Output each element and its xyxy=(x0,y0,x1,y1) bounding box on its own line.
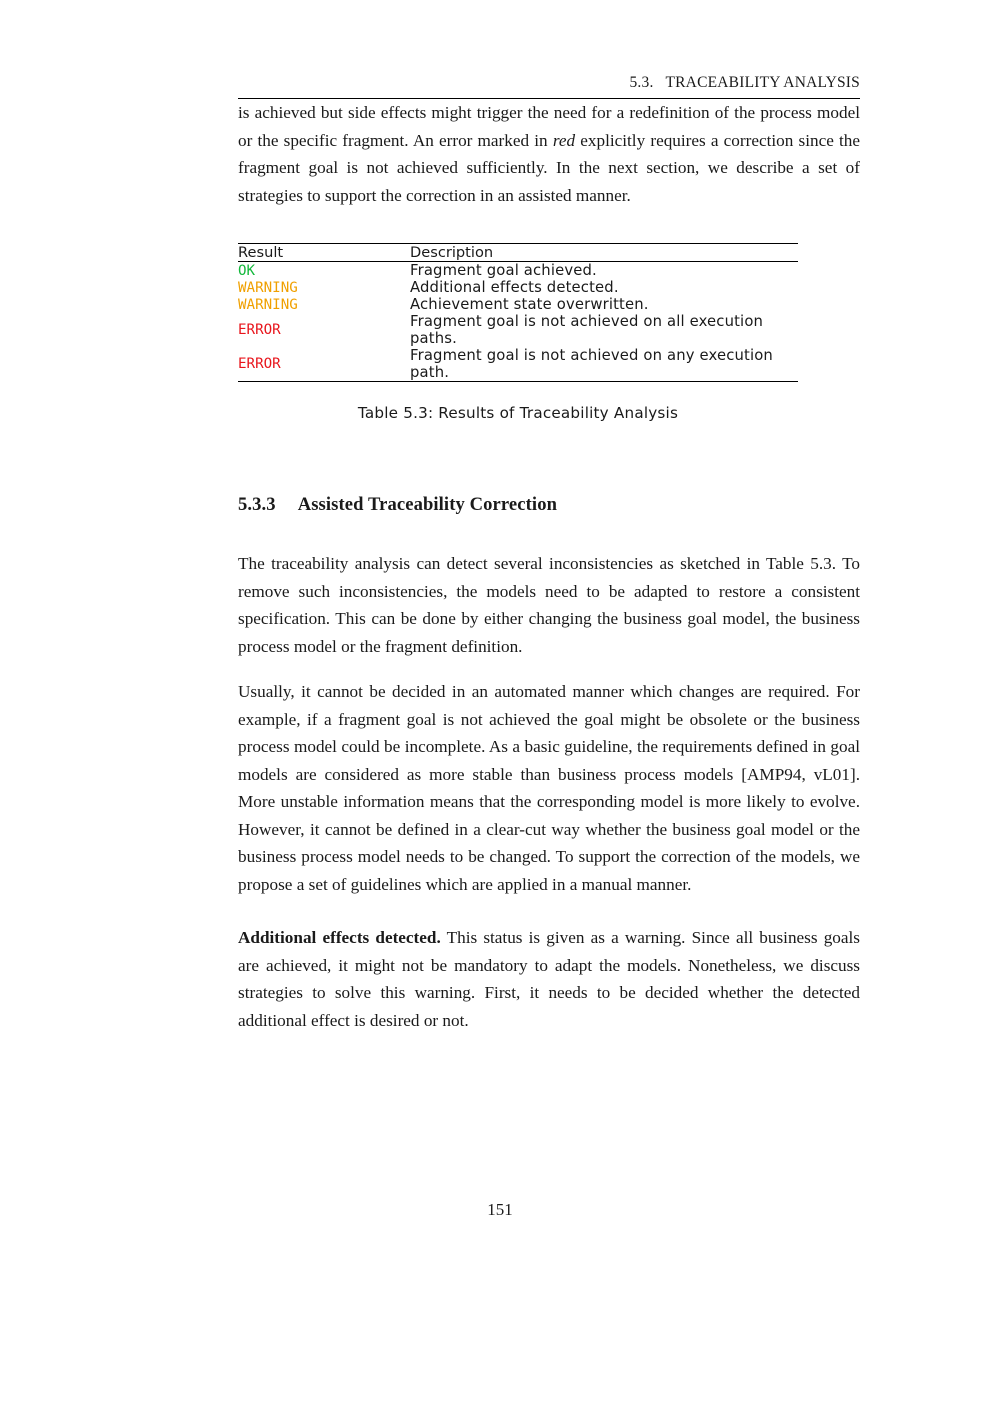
paragraph-3 xyxy=(238,924,860,1034)
column-header-result: Result xyxy=(238,244,410,262)
table-row xyxy=(238,296,798,313)
table-row xyxy=(238,262,798,280)
cell-result: ERROR xyxy=(238,347,410,382)
section-heading xyxy=(238,494,860,516)
paragraph-3-text: This status is given as a warning. Since all business goals are achieved, it might not be mandatory to adapt the models. Nonetheless, we discuss strategies to solve this warning. First, it needs to be decided whether the detected additional effect is desired or not. xyxy=(238,928,860,1030)
column-header-description: Description xyxy=(410,244,798,262)
cell-description: Additional effects detected. xyxy=(410,279,619,296)
results-table-block xyxy=(238,243,798,422)
paragraph-3-runin-heading: Additional effects detected. xyxy=(238,928,441,947)
page-content xyxy=(238,74,860,1034)
intro-italic-word: red xyxy=(552,130,576,150)
table-caption: Table 5.3: Results of Traceability Analysis xyxy=(357,404,679,422)
running-head: 5.3. TRACEABILITY ANALYSIS xyxy=(238,74,860,99)
results-table xyxy=(238,243,798,382)
cell-result: WARNING xyxy=(238,279,298,296)
table-row xyxy=(238,313,798,347)
table-row xyxy=(238,279,798,296)
cell-description: Achievement state overwritten. xyxy=(410,296,649,313)
section-title: Assisted Traceability Correction xyxy=(297,494,558,515)
cell-result: ERROR xyxy=(238,322,281,338)
cell-description: Fragment goal is not achieved on all execution paths. xyxy=(410,313,764,347)
intro-text-part2: explicitly requires a correction since the fragment goal is not achieved sufficiently. In the next section, we describe a set of strategies to support the correction in an assisted manner. xyxy=(238,130,860,205)
cell-description: Fragment goal is not achieved on any execution path. xyxy=(410,347,798,382)
paragraph-1: The traceability analysis can detect several inconsistencies as sketched in Table 5.3. To remove such inconsistencies, the models need to be adapted to restore a consistent specification. This can be done by either changing the business goal model, the business process model or the fragment definition. xyxy=(238,554,860,656)
paragraph-2: Usually, it cannot be decided in an automated manner which changes are required. For example, if a fragment goal is not achieved the goal might be obsolete or the business process model could be incomplete. As a basic guideline, the requirements defined in goal models are considered as more stable than business process models [AMP94, vL01]. More unstable information means that the corresponding model is more likely to evolve. However, it cannot be defined in a clear-cut way whether the business goal model or the business process model needs to be changed. To support the correction of the models, we propose a set of guidelines which are applied in a manual manner. xyxy=(238,682,860,894)
section-number: 5.3.3 xyxy=(238,494,276,515)
table-row xyxy=(238,347,798,382)
cell-result: WARNING xyxy=(238,296,298,313)
page-number: 151 xyxy=(487,1200,513,1219)
intro-paragraph xyxy=(238,99,860,209)
cell-description: Fragment goal achieved. xyxy=(410,262,597,279)
cell-result: OK xyxy=(238,262,256,279)
intro-text-part1: is achieved but side effects might trigger the need for a redefinition of the process model or the specific fragment. An error marked in xyxy=(238,103,860,150)
table-header-row xyxy=(238,244,798,262)
